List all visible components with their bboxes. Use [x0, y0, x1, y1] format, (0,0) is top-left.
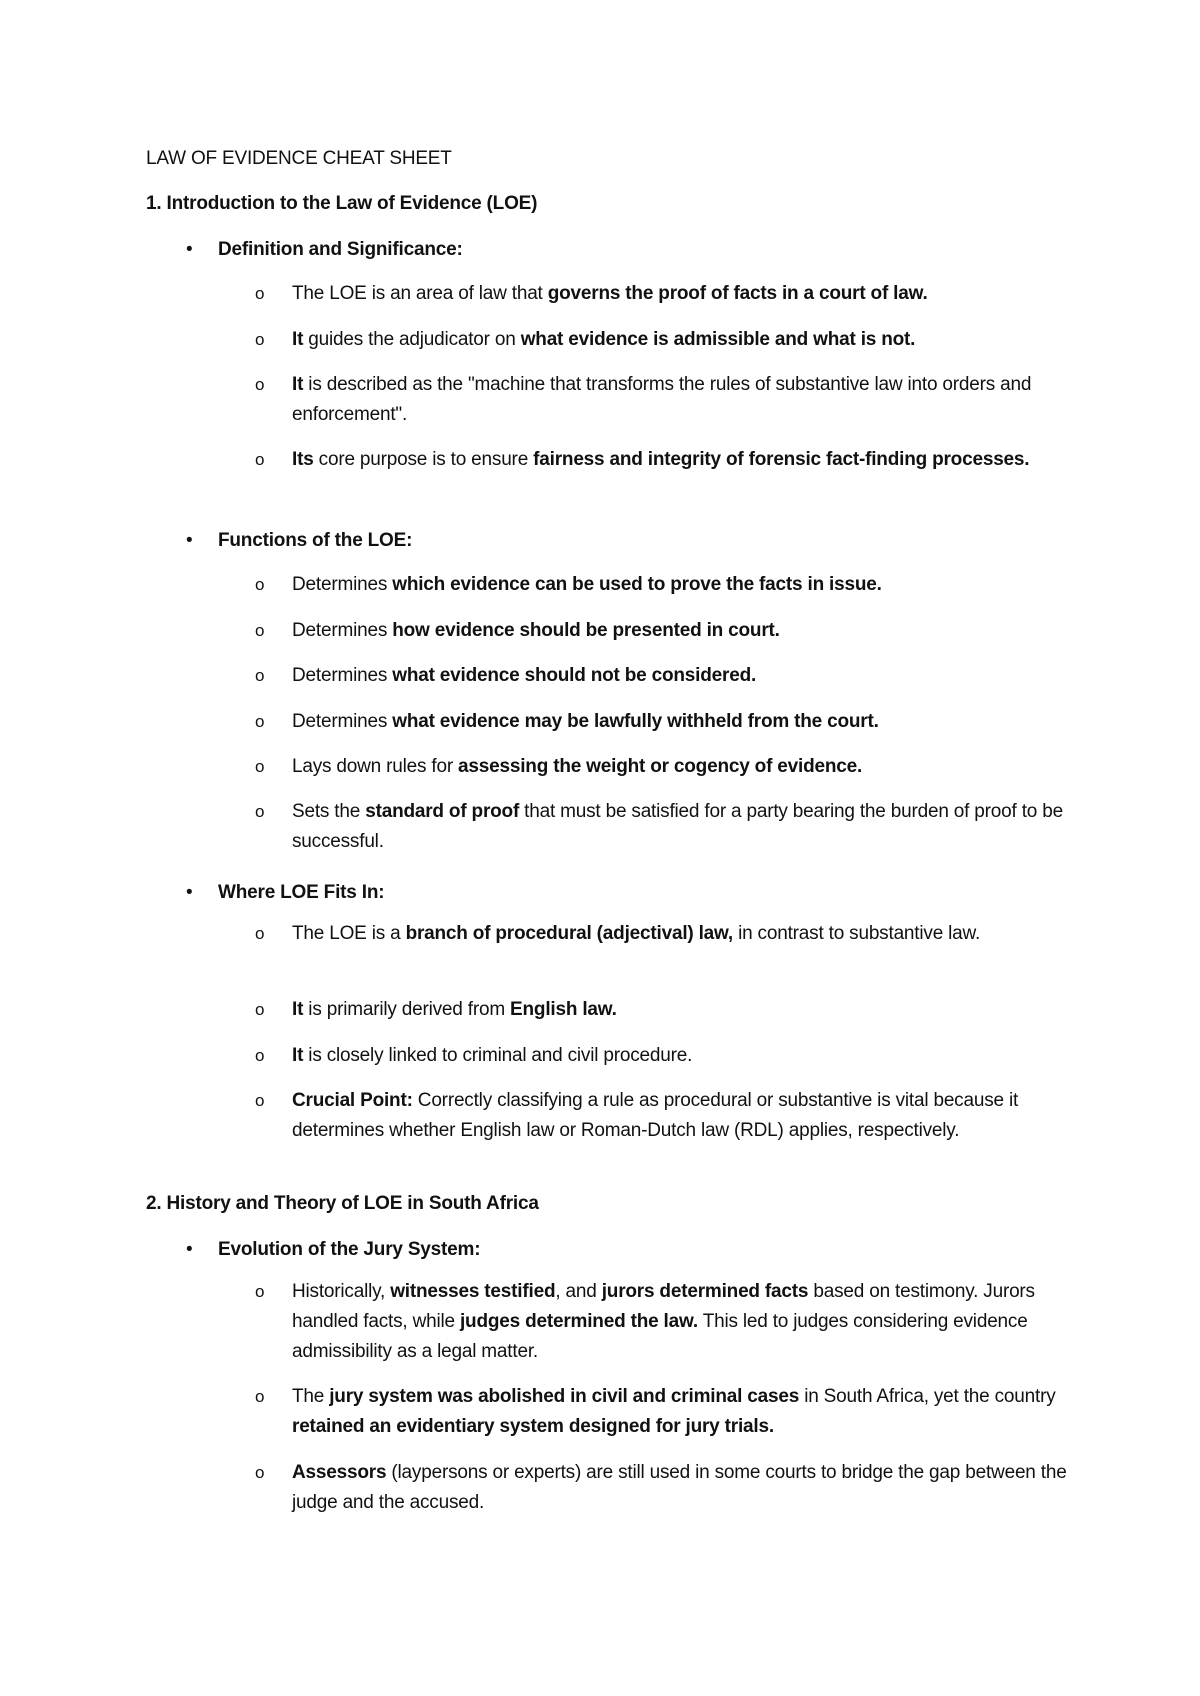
list-item-text: [292, 616, 1082, 646]
bold-text: judges determined the law.: [459, 1311, 698, 1332]
text: that must be satisfied for a party bearing the burden of proof to be successful.: [292, 801, 1063, 852]
bold-text: assessing the weight or cogency of evidence.: [458, 756, 863, 777]
bold-text: It: [292, 999, 304, 1020]
text: in South Africa, yet the country: [799, 1386, 1056, 1407]
bullet-label: Where LOE Fits In:: [218, 882, 385, 903]
document-title: LAW OF EVIDENCE CHEAT SHEET: [146, 148, 452, 169]
sub-marker: o: [255, 1091, 265, 1110]
text: in contrast to substantive law.: [733, 923, 981, 944]
text: , and: [555, 1281, 602, 1302]
bold-text: governs the proof of facts in a court of law.: [547, 283, 928, 304]
sub-marker: o: [255, 375, 265, 394]
sub-marker: o: [255, 330, 265, 349]
bold-text: standard of proof: [365, 801, 520, 822]
bold-text: Crucial Point:: [292, 1090, 413, 1111]
text: Historically,: [292, 1281, 391, 1302]
bold-text: Assessors: [292, 1462, 387, 1483]
text: is closely linked to criminal and civil procedure.: [303, 1045, 693, 1066]
bold-text: which evidence can be used to prove the facts in issue.: [392, 574, 882, 595]
bullet-marker: •: [186, 1239, 193, 1260]
bold-text: jurors determined facts: [601, 1281, 809, 1302]
text: Sets the: [292, 801, 366, 822]
list-item-text: [292, 1086, 1082, 1146]
list-item-text: [292, 995, 1082, 1025]
bullet-marker: •: [186, 530, 193, 551]
list-item-text: [292, 919, 1082, 949]
list-item-text: [292, 797, 1082, 857]
section-heading-2: 2. History and Theory of LOE in South Africa: [146, 1193, 539, 1214]
text: (laypersons or experts) are still used in some courts to bridge the gap between the judge and the accused.: [292, 1462, 1067, 1513]
bold-text: branch of procedural (adjectival) law,: [405, 923, 734, 944]
sub-marker: o: [255, 621, 265, 640]
sub-marker: o: [255, 1463, 265, 1482]
list-item-text: [292, 445, 1082, 475]
text: The: [292, 1386, 330, 1407]
sub-marker: o: [255, 1282, 265, 1301]
sub-marker: o: [255, 1387, 265, 1406]
sub-marker: o: [255, 802, 265, 821]
sub-marker: o: [255, 284, 265, 303]
bold-text: witnesses testified: [390, 1281, 556, 1302]
list-item-text: [292, 1382, 1082, 1442]
bold-text: It: [292, 329, 304, 350]
bold-text: It: [292, 374, 304, 395]
bullet-marker: •: [186, 882, 193, 903]
list-item-text: [292, 707, 1082, 737]
text: This led to judges considering evidence admissibility as a legal matter.: [292, 1311, 1028, 1362]
bold-text: It: [292, 1045, 304, 1066]
text: is described as the "machine that transforms the rules of substantive law into orders and enforcement".: [292, 374, 1032, 425]
text: Determines: [292, 665, 393, 686]
text: Determines: [292, 620, 393, 641]
bold-text: how evidence should be presented in court.: [392, 620, 780, 641]
sub-marker: o: [255, 450, 265, 469]
bold-text: Its: [292, 449, 314, 470]
text: core purpose is to ensure: [313, 449, 534, 470]
text: Determines: [292, 711, 393, 732]
list-item-text: [292, 1277, 1082, 1367]
list-item-text: [292, 661, 1082, 691]
sub-marker: o: [255, 924, 265, 943]
list-item-text: [292, 752, 1082, 782]
text: Lays down rules for: [292, 756, 459, 777]
bold-text: what evidence should not be considered.: [392, 665, 757, 686]
sub-marker: o: [255, 1046, 265, 1065]
sub-marker: o: [255, 666, 265, 685]
sub-marker: o: [255, 575, 265, 594]
text: The LOE is a: [292, 923, 406, 944]
sub-marker: o: [255, 1000, 265, 1019]
text: The LOE is an area of law that: [292, 283, 548, 304]
bold-text: fairness and integrity of forensic fact-finding processes.: [533, 449, 1030, 470]
bullet-label: Functions of the LOE:: [218, 530, 413, 551]
bold-text: English law.: [510, 999, 617, 1020]
text: based on testimony. Jurors handled facts, while: [292, 1281, 1035, 1332]
list-item-text: [292, 279, 1082, 309]
list-item-text: [292, 1041, 1082, 1071]
sub-marker: o: [255, 757, 265, 776]
bold-text: what evidence may be lawfully withheld from the court.: [392, 711, 879, 732]
list-item-text: [292, 370, 1082, 430]
list-item-text: [292, 1458, 1082, 1518]
list-item-text: [292, 325, 1082, 355]
list-item-text: [292, 570, 1082, 600]
bullet-marker: •: [186, 239, 193, 260]
text: guides the adjudicator on: [303, 329, 521, 350]
bullet-label: Evolution of the Jury System:: [218, 1239, 481, 1260]
bullet-label: Definition and Significance:: [218, 239, 463, 260]
text: is primarily derived from: [303, 999, 511, 1020]
text: Determines: [292, 574, 393, 595]
text: Correctly classifying a rule as procedural or substantive is vital because it determines whether English law or Roman-Dutch law (RDL) applies, respectively.: [292, 1090, 1019, 1141]
sub-marker: o: [255, 712, 265, 731]
section-heading-1: 1. Introduction to the Law of Evidence (LOE): [146, 193, 538, 214]
bold-text: what evidence is admissible and what is not.: [520, 329, 916, 350]
bold-text: jury system was abolished in civil and criminal cases: [329, 1386, 800, 1407]
bold-text: retained an evidentiary system designed for jury trials.: [292, 1416, 774, 1437]
